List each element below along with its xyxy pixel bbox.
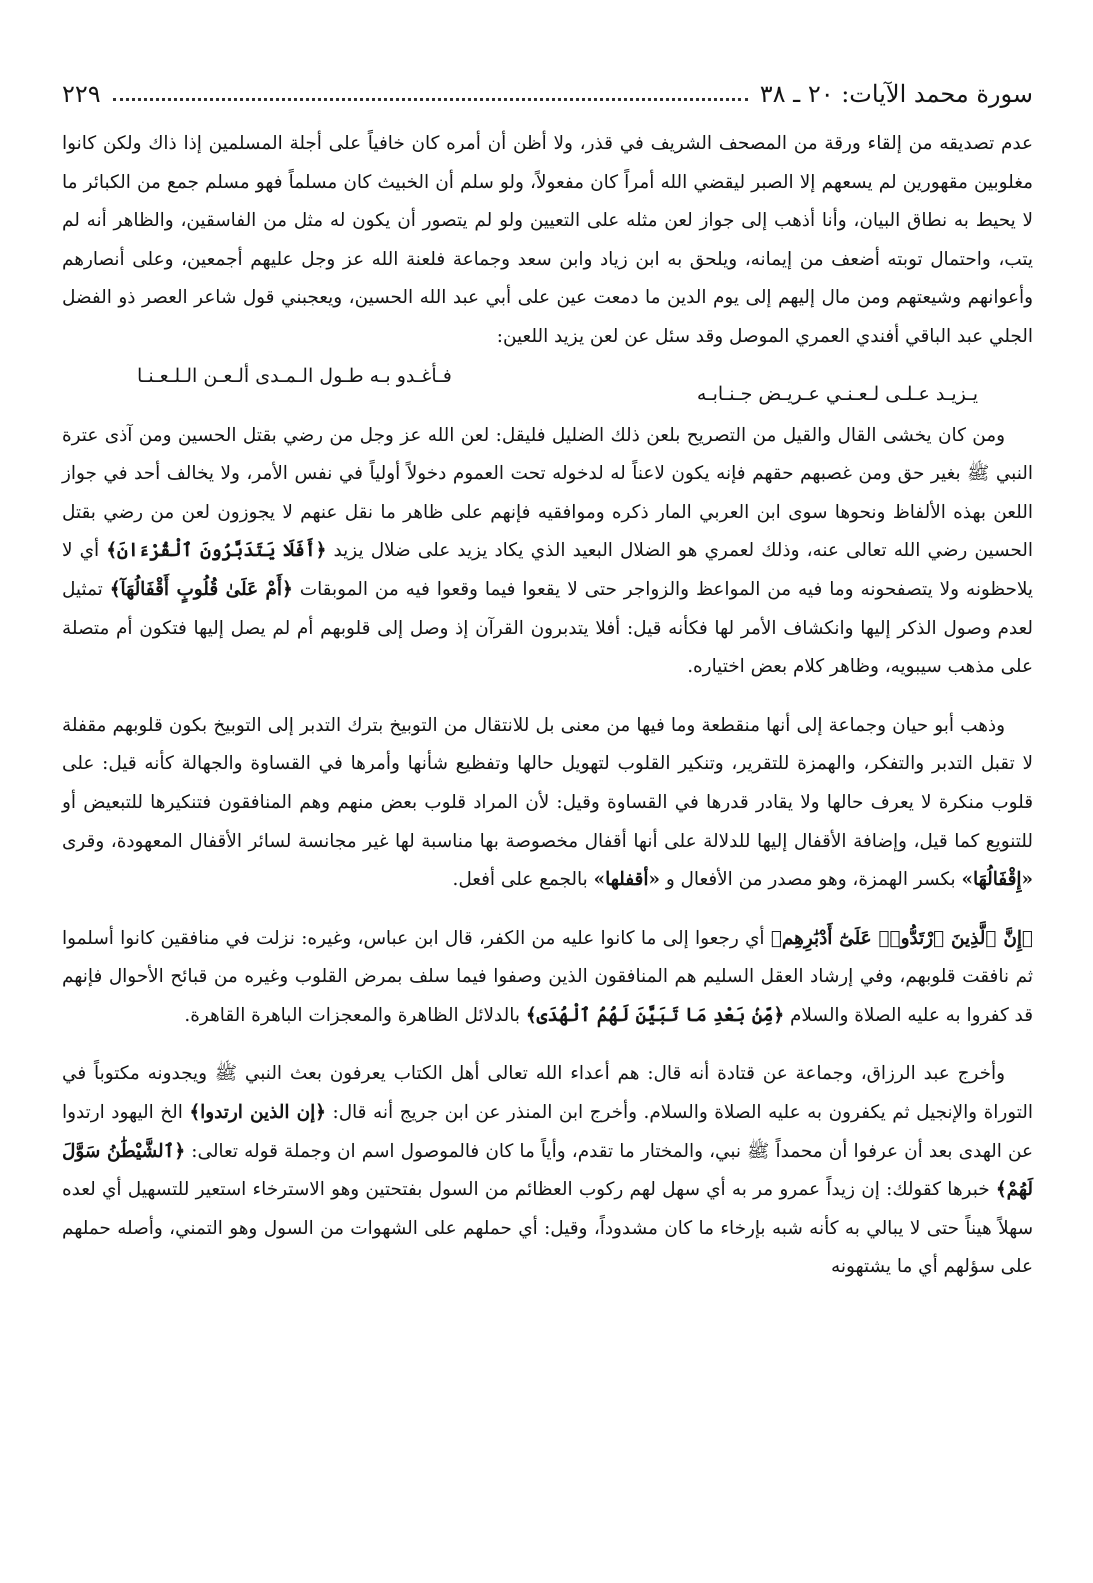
paragraph-text: أي رجعوا إلى ما كانوا عليه من الكفر، قال ابن عباس، وغيره: نزلت في منافقين كانوا أسلموا ثم نافقت قلوبهم، وفي إرشاد العقل السليم هم المنافقون الذين وصفوا فيما سلف بمرض القلوب وغيره من قبائح الأحوال فإنهم قد كفروا به عليه الصلاة والسلام — [62, 927, 1033, 1026]
verse-hemistich-second: فـأغـدو بـه طـول الـمـدى ألـعـن الـلـعـنـا — [137, 364, 452, 387]
quran-quote: ﴿إن الذين ارتدوا﴾ — [189, 1102, 326, 1124]
paragraph-text: ومن كان يخشى القال والقيل من التصريح بلعن ذلك الضليل فليقل: لعن الله عز وجل من رضي بقتل الحسين ومن آذى عترة النبي ﷺ بغير حق ومن غصبهم حقهم فإنه يكون لاعناً له لدخوله تحت العموم دخولاً أولياً في نفس الأمر، ولا يخالف أحد في جواز اللعن بهذه الألفاظ ونحوها سوى ابن العربي المار ذكره وموافقيه فإنهم على ظاهر ما نقل عنهم لا يجوزون لعن من رضي بقتل الحسين رضي الله تعالى عنه، وذلك لعمري هو الضلال البعيد الذي يكاد يزيد على ضلال يزيد — [62, 424, 1033, 562]
paragraph-1 — [62, 125, 1033, 357]
paragraph-3 — [62, 707, 1033, 900]
paragraph-2 — [62, 417, 1033, 687]
quran-quote: «إِقْفَالُهَا» — [961, 869, 1033, 891]
running-header — [62, 74, 1033, 114]
quran-quote: «أقفلها» — [593, 869, 660, 891]
paragraph-text: أي لا يلاحظونه ولا يتصفحونه وما فيه من المواعظ والزواجر حتى لا يقعوا فيما وقعوا فيه من الموبقات — [62, 540, 1033, 600]
surah-title: سورة محمد الآيات: ٢٠ ـ ٣٨ — [759, 80, 1033, 108]
paragraph-text: وأخرج عبد الرزاق، وجماعة عن قتادة أنه قال: هم أعداء الله تعالى أهل الكتاب يعرفون بعث النبي ﷺ ويجدونه مكتوباً في التوراة والإنجيل ثم يكفرون به عليه الصلاة والسلام. وأخرج ابن المنذر عن ابن جريج أنه قال: — [62, 1063, 1033, 1124]
page-body — [62, 125, 1033, 1287]
paragraph-text: بكسر الهمزة، وهو مصدر من الأفعال و — [665, 869, 956, 891]
paragraph-text: خبرها كقولك: إن زيداً عمرو مر به أي سهل لهم ركوب العظائم من السول بفتحتين وهو الاسترخاء استعير للتسهيل أي لعده سهلاً هيناً حتى لا يبالي به كأنه شبه بإرخاء ما كان مشدوداً، وقيل: أي حملهم على الشهوات من السول وهو التمني، وأصله حملهم على سؤلهم أي ما يشتهونه — [62, 1179, 1033, 1278]
quran-quote: ﴿ٱلشَّيْطَٰنُ سَوَّلَ لَهُمْ﴾ — [62, 1140, 1033, 1201]
paragraph-text: بالجمع على أفعل. — [452, 869, 588, 891]
quran-quote: ﴿مِّنۢ بَعْدِ مَا تَبَيَّنَ لَهُمُ ٱلْهُدَى﴾ — [525, 1004, 785, 1026]
paragraph-text: وذهب أبو حيان وجماعة إلى أنها منقطعة وما فيها من معنى بل للانتقال من التوبيخ بترك التدبر إلى التوبيخ بكون قلوبهم مقفلة لا تقبل التدبر والتفكر، والهمزة للتقرير، وتنكير القلوب لتهويل حالها وتفظيع شأنها وأمرها في القساوة والجهالة كأنه قيل: على قلوب منكرة لا يعرف حالها ولا يقادر قدرها في القساوة وقيل: لأن المراد قلوب بعض منهم وهم المنافقون فتنكيرها للتبعيض أو للتنويع كما قيل، وإضافة الأقفال إليها للدلالة على أنها أقفال مخصوصة بها مناسبة لها غير مجانسة لسائر الأقفال المعهودة، وقرى — [62, 714, 1033, 852]
page-number: ٢٢٩ — [62, 80, 101, 108]
paragraph-text: عدم تصديقه من إلقاء ورقة من المصحف الشريف في قذر، ولا أظن أن أمره كان خافياً على أجلة المسلمين إذا ذاك ولكن كانوا مغلوبين مقهورين لم يسعهم إلا الصبر ليقضي الله أمراً كان مفعولاً، ولو سلم أن الخبيث كان مسلماً فهو مسلم جمع من الكبائر ما لا يحيط به نطاق البيان، وأنا أذهب إلى جواز لعن مثله على التعيين ولو لم يتصور أن يكون له مثل من الفاسقين، والظاهر أنه لم يتب، واحتمال توبته أضعف من إيمانه، ويلحق به ابن زياد وابن سعد وجماعة فلعنة الله عز وجل عليهم أجمعين، وعلى أنصارهم وأعوانهم وشيعتهم ومن مال إليهم إلى يوم الدين ما دمعت عين على أبي عبد الله الحسين، ويعجبني قول شاعر العصر ذو الفضل الجلي عبد الباقي أفندي العمري الموصل وقد سئل عن لعن يزيد اللعين: — [62, 133, 1033, 347]
dotted-leader — [113, 98, 748, 101]
poetry-verse — [62, 357, 1033, 417]
paragraph-5 — [62, 1055, 1033, 1287]
quran-quote: ﴿أَمْ عَلَىٰ قُلُوبٍ أَقْفَالُهَآ﴾ — [109, 578, 293, 600]
quran-quote: ﴿أَفَلَا يَتَدَبَّرُونَ ٱلْقُرْءَانَ﴾ — [106, 540, 327, 562]
paragraph-4 — [62, 920, 1033, 1036]
paragraph-text: الخ اليهود ارتدوا عن الهدى بعد أن عرفوا أن محمداً ﷺ نبي، والمختار ما تقدم، وأياً ما كان فالموصول اسم ان وجملة قوله تعالى: — [62, 1102, 1033, 1162]
quran-quote: ﴿إِنَّ ٱلَّذِينَ ٱرْتَدُّوا۟ عَلَىٰٓ أَدْبَٰرِهِم﴾ — [770, 927, 1033, 949]
paragraph-text: تمثيل لعدم وصول الذكر إليها وانكشاف الأمر لها فكأنه قيل: أفلا يتدبرون القرآن إذ وصل إلى قلوبهم أم لم يصل إليها فتكون أم متصلة على مذهب سيبويه، وظاهر كلام بعض اختياره. — [62, 578, 1033, 678]
verse-hemistich-first: يـزيـد عـلـى لـعـنـي عـريـض جـنـابـه — [696, 382, 978, 405]
paragraph-text: بالدلائل الظاهرة والمعجزات الباهرة القاهرة. — [184, 1004, 521, 1026]
